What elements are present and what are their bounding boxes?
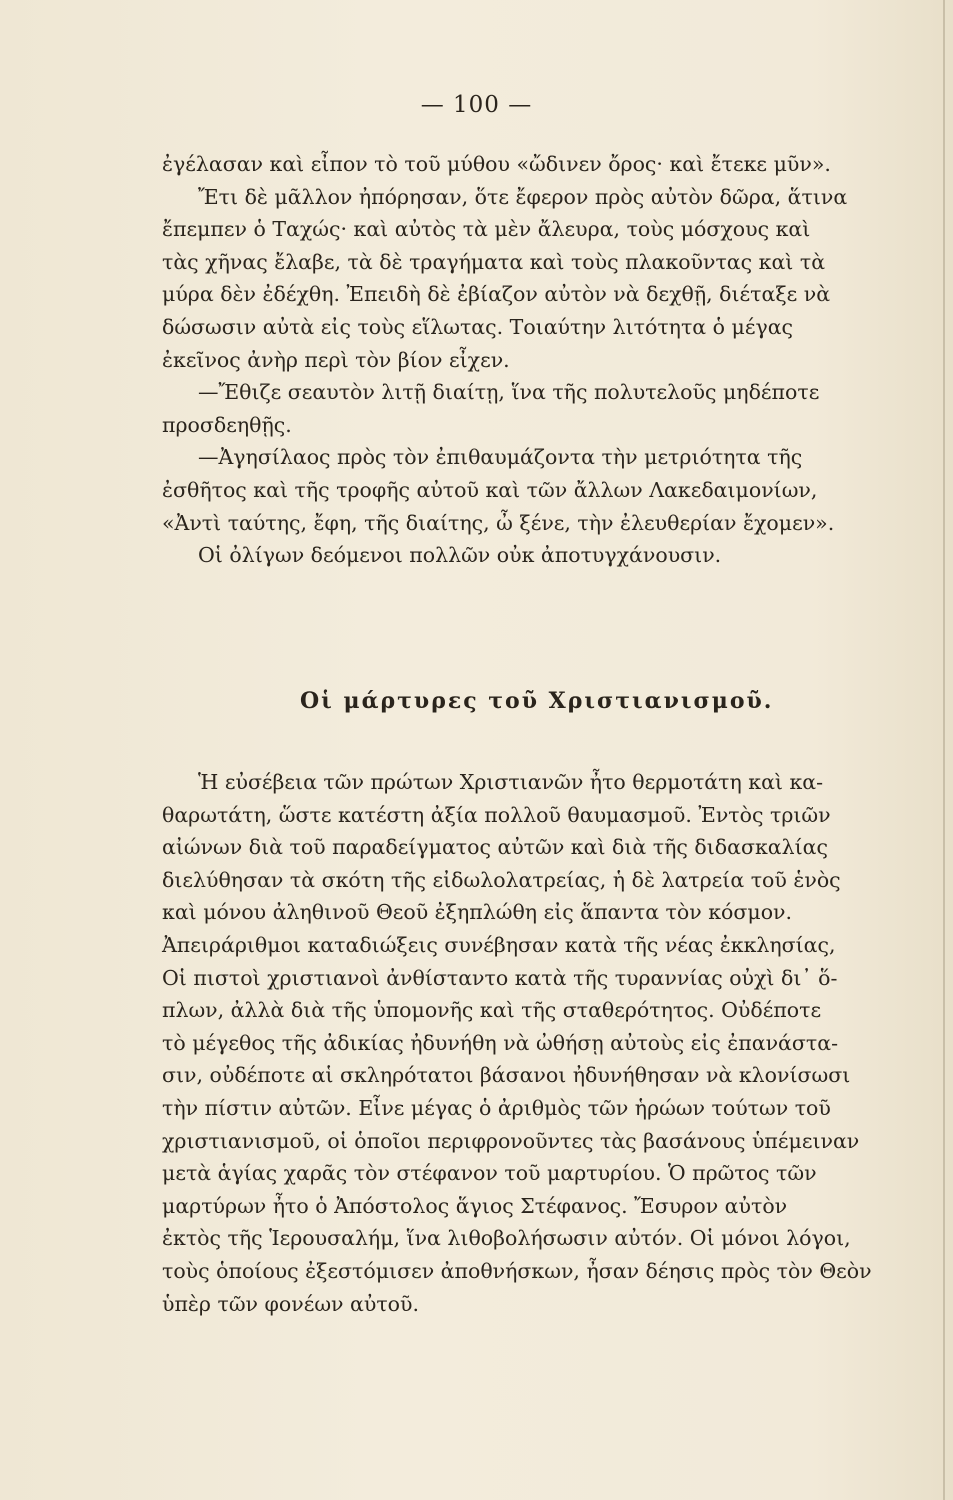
text-line: τὰς χῆνας ἔλαβε, τὰ δὲ τραγήματα καὶ τοὺς πλακοῦντας καὶ τὰ	[162, 249, 826, 274]
text-line: ἐγέλασαν καὶ εἶπον τὸ τοῦ μύθου «ὤδινεν ὄρος· καὶ ἔτεκε μῦν».	[162, 152, 831, 176]
paragraph-block-1	[162, 148, 932, 572]
text-line: ὑπὲρ τῶν φονέων αὐτοῦ.	[162, 1291, 419, 1316]
text-line: προσδεηθῇς.	[162, 412, 292, 437]
page-number: — 100 —	[420, 92, 533, 118]
text-line: Οἱ ὀλίγων δεόμενοι πολλῶν οὐκ ἀποτυγχάνουσιν.	[198, 543, 722, 568]
text-line: χριστιανισμοῦ, οἱ ὁποῖοι περιφρονοῦντες τὰς βασάνους ὑπέμειναν	[162, 1128, 860, 1153]
text-line: Οἱ πιστοὶ χριστιανοὶ ἀνθίσταντο κατὰ τῆς τυραννίας οὐχὶ δι᾽ ὅ-	[162, 965, 838, 990]
text-line: τὸ μέγεθος τῆς ἀδικίας ἠδυνήθη νὰ ὠθήσῃ αὐτοὺς εἰς ἐπανάστα-	[162, 1030, 838, 1055]
section-heading: Οἱ μάρτυρες τοῦ Χριστιανισμοῦ.	[300, 688, 774, 714]
text-line: Ἀπειράριθμοι καταδιώξεις συνέβησαν κατὰ τῆς νέας ἐκκλησίας,	[162, 932, 836, 957]
text-line: Ἔτι δὲ μᾶλλον ἠπόρησαν, ὅτε ἔφερον πρὸς αὐτὸν δῶρα, ἅτινα	[198, 184, 848, 209]
text-line: ἐκεῖνος ἀνὴρ περὶ τὸν βίον εἶχεν.	[162, 347, 510, 372]
text-line: τὴν πίστιν αὐτῶν. Εἶνε μέγας ὁ ἀριθμὸς τῶν ἡρώων τούτων τοῦ	[162, 1095, 831, 1120]
text-line: ἐσθῆτος καὶ τῆς τροφῆς αὐτοῦ καὶ τῶν ἄλλων Λακεδαιμονίων,	[162, 477, 818, 502]
text-line: μαρτύρων ἦτο ὁ Ἀπόστολος ἅγιος Στέφανος. Ἔσυρον αὐτὸν	[162, 1193, 788, 1218]
text-line: μύρα δὲν ἐδέχθη. Ἐπειδὴ δὲ ἐβίαζον αὐτὸν νὰ δεχθῇ, διέταξε νὰ	[162, 282, 831, 307]
text-line: —Ἔθιζε σεαυτὸν λιτῇ διαίτῃ, ἵνα τῆς πολυτελοῦς μηδέποτε	[198, 380, 820, 405]
text-line: ἐκτὸς τῆς Ἱερουσαλήμ, ἵνα λιθοβολήσωσιν αὐτόν. Οἱ μόνοι λόγοι,	[162, 1226, 851, 1251]
text-line: ἔπεμπεν ὁ Ταχώς· καὶ αὐτὸς τὰ μὲν ἄλευρα, τοὺς μόσχους καὶ	[162, 217, 811, 242]
text-line: θαρωτάτη, ὥστε κατέστη ἀξία πολλοῦ θαυμασμοῦ. Ἐντὸς τριῶν	[162, 802, 831, 827]
text-line: τοὺς ὁποίους ἐξεστόμισεν ἀποθνήσκων, ἦσαν δέησις πρὸς τὸν Θεὸν	[162, 1258, 872, 1283]
text-line: —Ἀγησίλαος πρὸς τὸν ἐπιθαυμάζοντα τὴν μετριότητα τῆς	[198, 445, 803, 470]
text-line: πλων, ἀλλὰ διὰ τῆς ὑπομονῆς καὶ τῆς σταθερότητος. Οὐδέποτε	[162, 998, 822, 1023]
text-line: δώσωσιν αὐτὰ εἰς τοὺς εἵλωτας. Τοιαύτην λιτότητα ὁ μέγας	[162, 314, 794, 339]
text-line: «Ἀντὶ ταύτης, ἔφη, τῆς διαίτης, ὦ ξένε, τὴν ἐλευθερίαν ἔχομεν».	[162, 510, 835, 535]
page-edge	[943, 0, 945, 1500]
text-line: διελύθησαν τὰ σκότη τῆς εἰδωλολατρείας, ἡ δὲ λατρεία τοῦ ἑνὸς	[162, 867, 841, 892]
text-line: σιν, οὐδέποτε αἱ σκληρότατοι βάσανοι ἠδυνήθησαν νὰ κλονίσωσι	[162, 1063, 851, 1088]
text-line: μετὰ ἁγίας χαρᾶς τὸν στέφανον τοῦ μαρτυρίου. Ὁ πρῶτος τῶν	[162, 1161, 817, 1186]
text-line: Ἡ εὐσέβεια τῶν πρώτων Χριστιανῶν ἦτο θερμοτάτη καὶ κα-	[198, 770, 824, 794]
text-line: αἰώνων διὰ τοῦ παραδείγματος αὐτῶν καὶ διὰ τῆς διδασκαλίας	[162, 835, 828, 860]
text-line: καὶ μόνου ἀληθινοῦ Θεοῦ ἐξηπλώθη εἰς ἅπαντα τὸν κόσμον.	[162, 900, 793, 925]
paragraph-block-2	[162, 766, 932, 1320]
